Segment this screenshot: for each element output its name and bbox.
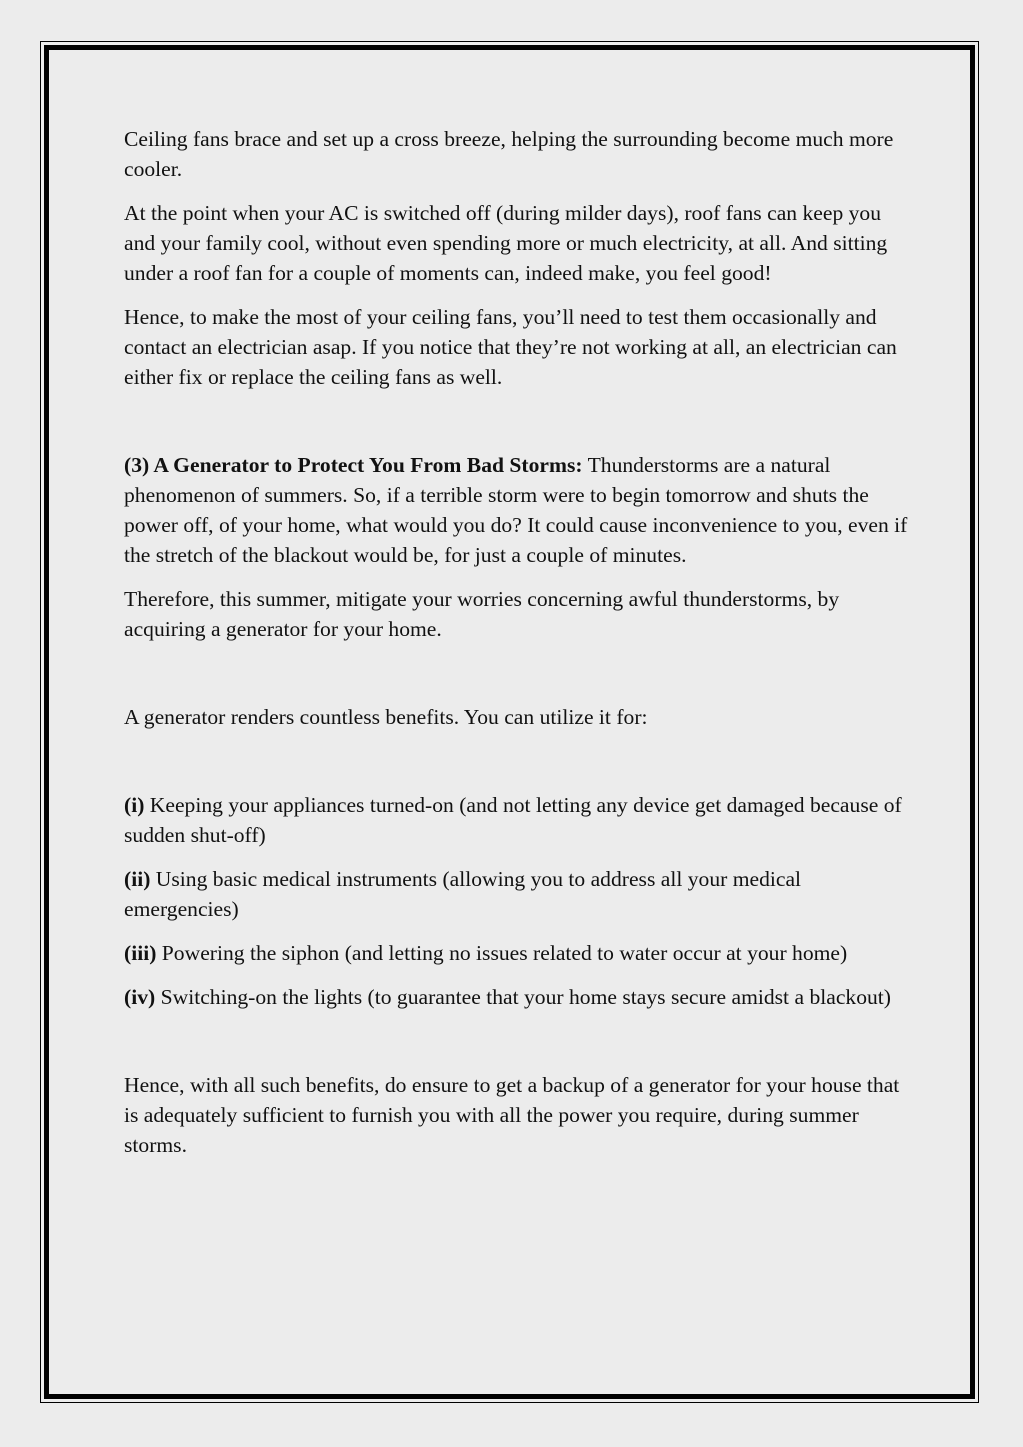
paragraph-test-ceiling-fans: Hence, to make the most of your ceiling fans, you’ll need to test them occasionally and contact an electrician asap. If you notice that they’re not working at all, an electrician can either fix or replace the ceiling fans as well. bbox=[124, 305, 897, 389]
benefit-label: (ii) bbox=[124, 867, 151, 891]
benefit-label: (iv) bbox=[124, 985, 156, 1009]
spacer bbox=[124, 1026, 914, 1070]
benefit-item bbox=[124, 982, 914, 1012]
benefit-text: Using basic medical instruments (allowing you to address all your medical emergencies) bbox=[124, 867, 802, 921]
benefit-label: (i) bbox=[124, 793, 145, 817]
benefit-label: (iii) bbox=[124, 941, 157, 965]
section-3-heading: (3) A Generator to Protect You From Bad Storms: bbox=[124, 453, 583, 477]
benefit-text: Powering the siphon (and letting no issues related to water occur at your home) bbox=[156, 941, 848, 965]
spacer bbox=[124, 658, 914, 702]
spacer bbox=[124, 406, 914, 450]
benefit-text: Keeping your appliances turned-on (and not letting any device get damaged because of sudden shut-off) bbox=[124, 793, 902, 847]
document-body bbox=[124, 124, 914, 1174]
benefit-item bbox=[124, 938, 914, 968]
conclusion-paragraph: Hence, with all such benefits, do ensure to get a backup of a generator for your house that is adequately sufficient to furnish you with all the power you require, during summer storms. bbox=[124, 1073, 900, 1157]
benefit-item bbox=[124, 864, 914, 924]
paragraph-ceiling-fans-breeze: Ceiling fans brace and set up a cross breeze, helping the surrounding become much more cooler. bbox=[124, 127, 894, 181]
section-3-paragraph bbox=[124, 450, 914, 570]
benefit-item bbox=[124, 790, 914, 850]
spacer bbox=[124, 746, 914, 790]
section-3-followup: Therefore, this summer, mitigate your worries concerning awful thunderstorms, by acquiring a generator for your home. bbox=[124, 587, 840, 641]
section-3-lead: Thunderstorms are a natural phenomenon of summers. So, if a terrible storm were to begin tomorrow and shuts the power off, of your home, what would you do? It could cause inconvenience to you, even if the stretch of the blackout would be, for just a couple of minutes. bbox=[124, 453, 908, 567]
paragraph-ac-switched-off: At the point when your AC is switched off (during milder days), roof fans can keep you and your family cool, without even spending more or much electricity, at all. And sitting under a roof fan for a couple of moments can, indeed make, you feel good! bbox=[124, 201, 888, 285]
benefit-text: Switching-on the lights (to guarantee that your home stays secure amidst a blackout) bbox=[155, 985, 891, 1009]
benefits-intro: A generator renders countless benefits. You can utilize it for: bbox=[124, 705, 648, 729]
